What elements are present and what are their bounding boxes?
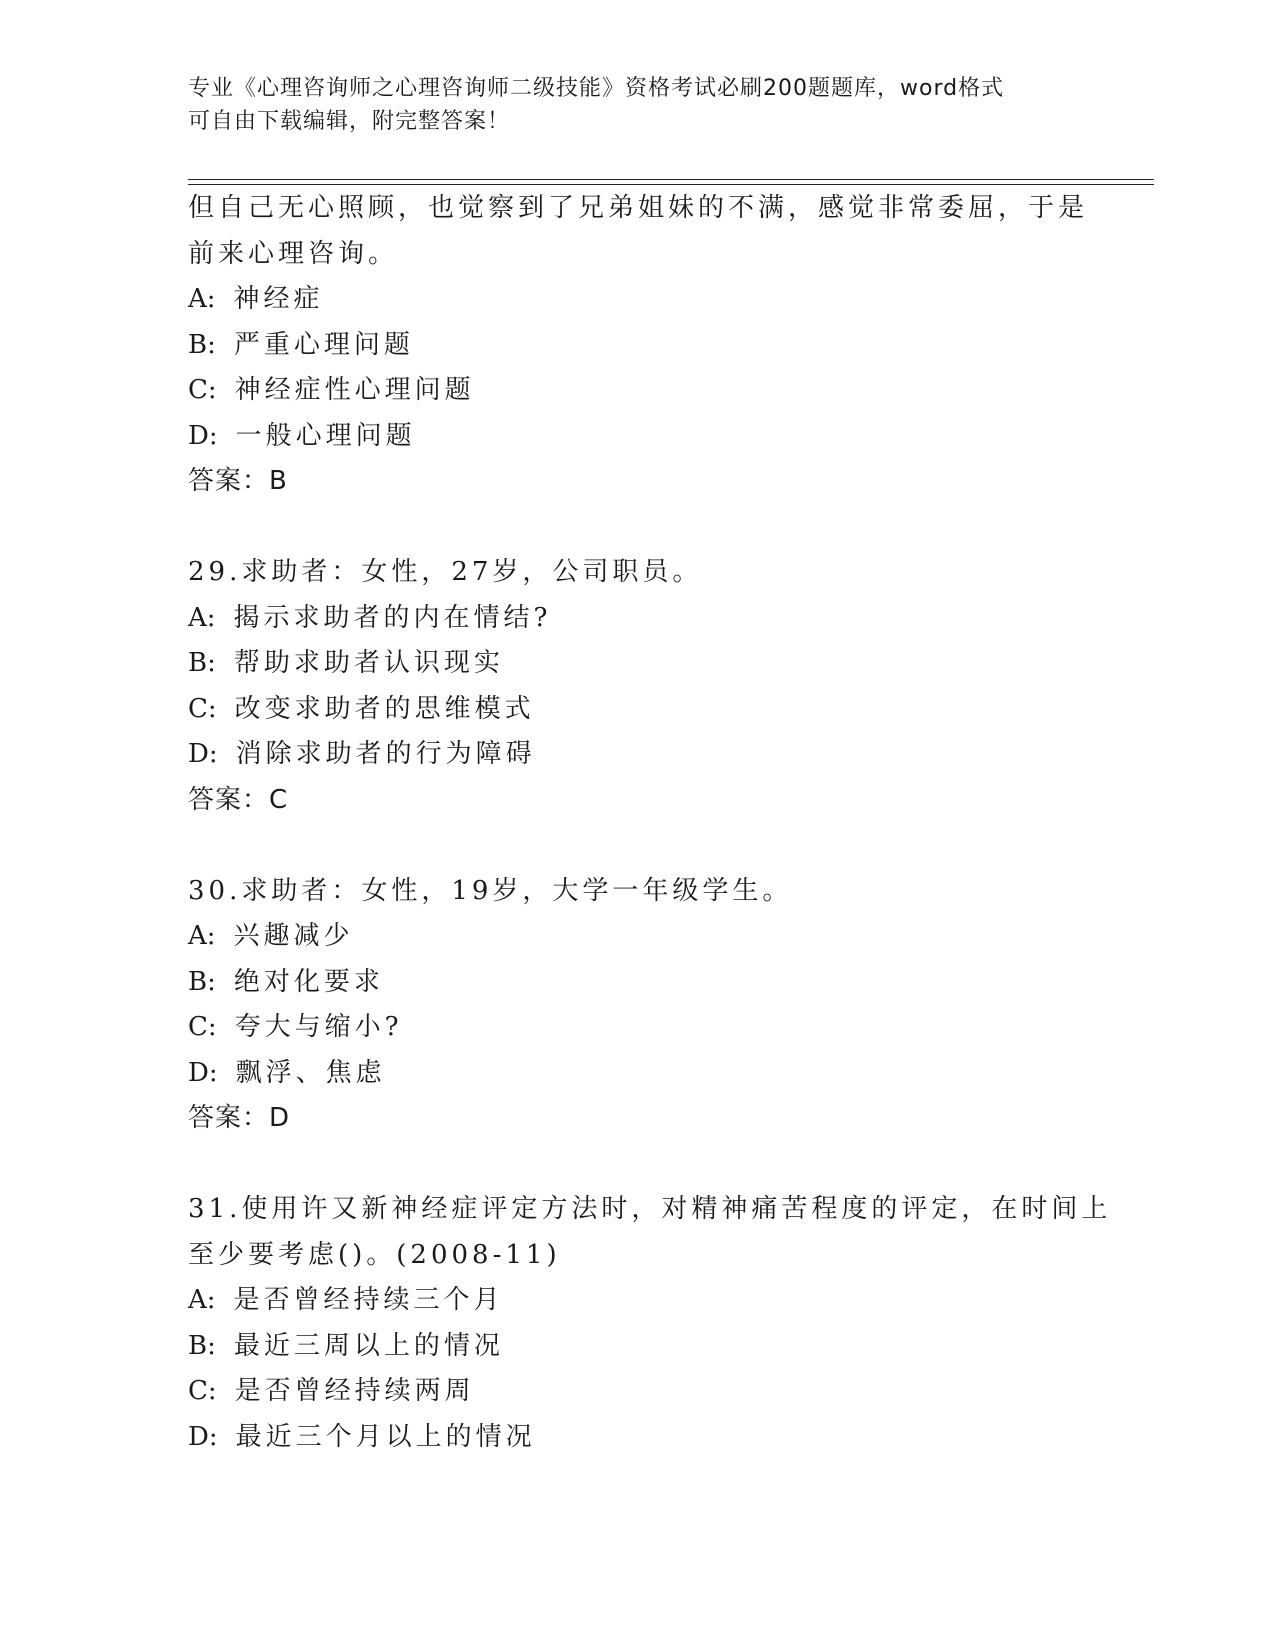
option-text: 揭示求助者的内在情结?: [233, 602, 552, 633]
document-header: [188, 72, 1088, 138]
question-stem: 29.求助者：女性，27岁，公司职员。: [188, 557, 703, 587]
option-text: 兴趣减少: [233, 921, 354, 951]
spacer: [188, 823, 1148, 869]
option-a: [188, 1278, 1148, 1324]
option-c: [188, 1005, 1148, 1051]
question-stem: 30.求助者：女性，19岁，大学一年级学生。: [188, 875, 793, 906]
option-d: [188, 1415, 1148, 1461]
question-31: [188, 1187, 1148, 1460]
option-text: 是否曾经持续两周: [234, 1376, 475, 1406]
option-label: D:: [188, 739, 218, 769]
option-text: 夸大与缩小?: [234, 1012, 403, 1042]
question-stem: 31.使用许又新神经症评定方法时，对精神痛苦程度的评定，在时间上: [188, 1194, 1112, 1224]
spacer: [188, 505, 1148, 551]
option-label: C:: [188, 1376, 217, 1406]
header-line-2: 可自由下载编辑，附完整答案！: [188, 109, 511, 134]
option-b: [188, 323, 1148, 369]
option-text: 帮助求助者认识现实: [233, 648, 504, 678]
option-d: [188, 414, 1148, 460]
option-label: A:: [188, 602, 216, 633]
option-label: B:: [188, 1330, 216, 1361]
header-line-1: 专业《心理咨询师之心理咨询师二级技能》资格考试必刷200题题库，word格式: [188, 76, 1005, 101]
option-a: [188, 914, 1148, 960]
option-text: 飘浮、焦虑: [235, 1057, 386, 1088]
option-label: A:: [188, 921, 216, 951]
answer: 答案：B: [188, 466, 288, 496]
option-text: 改变求助者的思维模式: [234, 693, 535, 724]
question-28-continuation: [188, 186, 1148, 505]
option-text: 是否曾经持续三个月: [233, 1285, 504, 1315]
option-b: [188, 641, 1148, 687]
answer: 答案：D: [188, 1103, 291, 1133]
question-stem: 至少要考虑()。(2008-11): [188, 1239, 561, 1270]
option-text: 最近三周以上的情况: [233, 1330, 504, 1361]
header-rule-bottom: [188, 184, 1154, 185]
spacer: [188, 1142, 1148, 1188]
option-label: C:: [188, 375, 217, 405]
option-text: 消除求助者的行为障碍: [235, 739, 536, 769]
option-d: [188, 732, 1148, 778]
option-label: D:: [188, 1421, 218, 1452]
option-text: 神经症: [233, 284, 324, 314]
question-30: [188, 869, 1148, 1142]
option-label: B:: [188, 329, 216, 360]
option-text: 最近三个月以上的情况: [235, 1421, 536, 1452]
question-stem: 前来心理咨询。: [188, 238, 399, 269]
option-text: 绝对化要求: [233, 966, 384, 997]
option-b: [188, 1324, 1148, 1370]
option-text: 严重心理问题: [233, 329, 414, 360]
option-label: D:: [188, 420, 218, 451]
header-rule-top: [188, 179, 1154, 180]
option-b: [188, 960, 1148, 1006]
option-a: [188, 596, 1148, 642]
option-label: C:: [188, 693, 217, 724]
option-label: C:: [188, 1012, 217, 1042]
option-text: 神经症性心理问题: [234, 375, 475, 405]
question-stem: 但自己无心照顾，也觉察到了兄弟姐妹的不满，感觉非常委屈，于是: [188, 193, 1089, 223]
option-label: D:: [188, 1057, 218, 1088]
option-c: [188, 687, 1148, 733]
option-c: [188, 368, 1148, 414]
document-body: [188, 186, 1148, 1460]
option-c: [188, 1369, 1148, 1415]
option-label: A:: [188, 284, 216, 314]
option-label: A:: [188, 1285, 216, 1315]
option-label: B:: [188, 648, 216, 678]
question-29: [188, 550, 1148, 823]
option-text: 一般心理问题: [235, 420, 416, 451]
answer: 答案：C: [188, 784, 289, 815]
option-a: [188, 277, 1148, 323]
option-d: [188, 1051, 1148, 1097]
option-label: B:: [188, 966, 216, 997]
